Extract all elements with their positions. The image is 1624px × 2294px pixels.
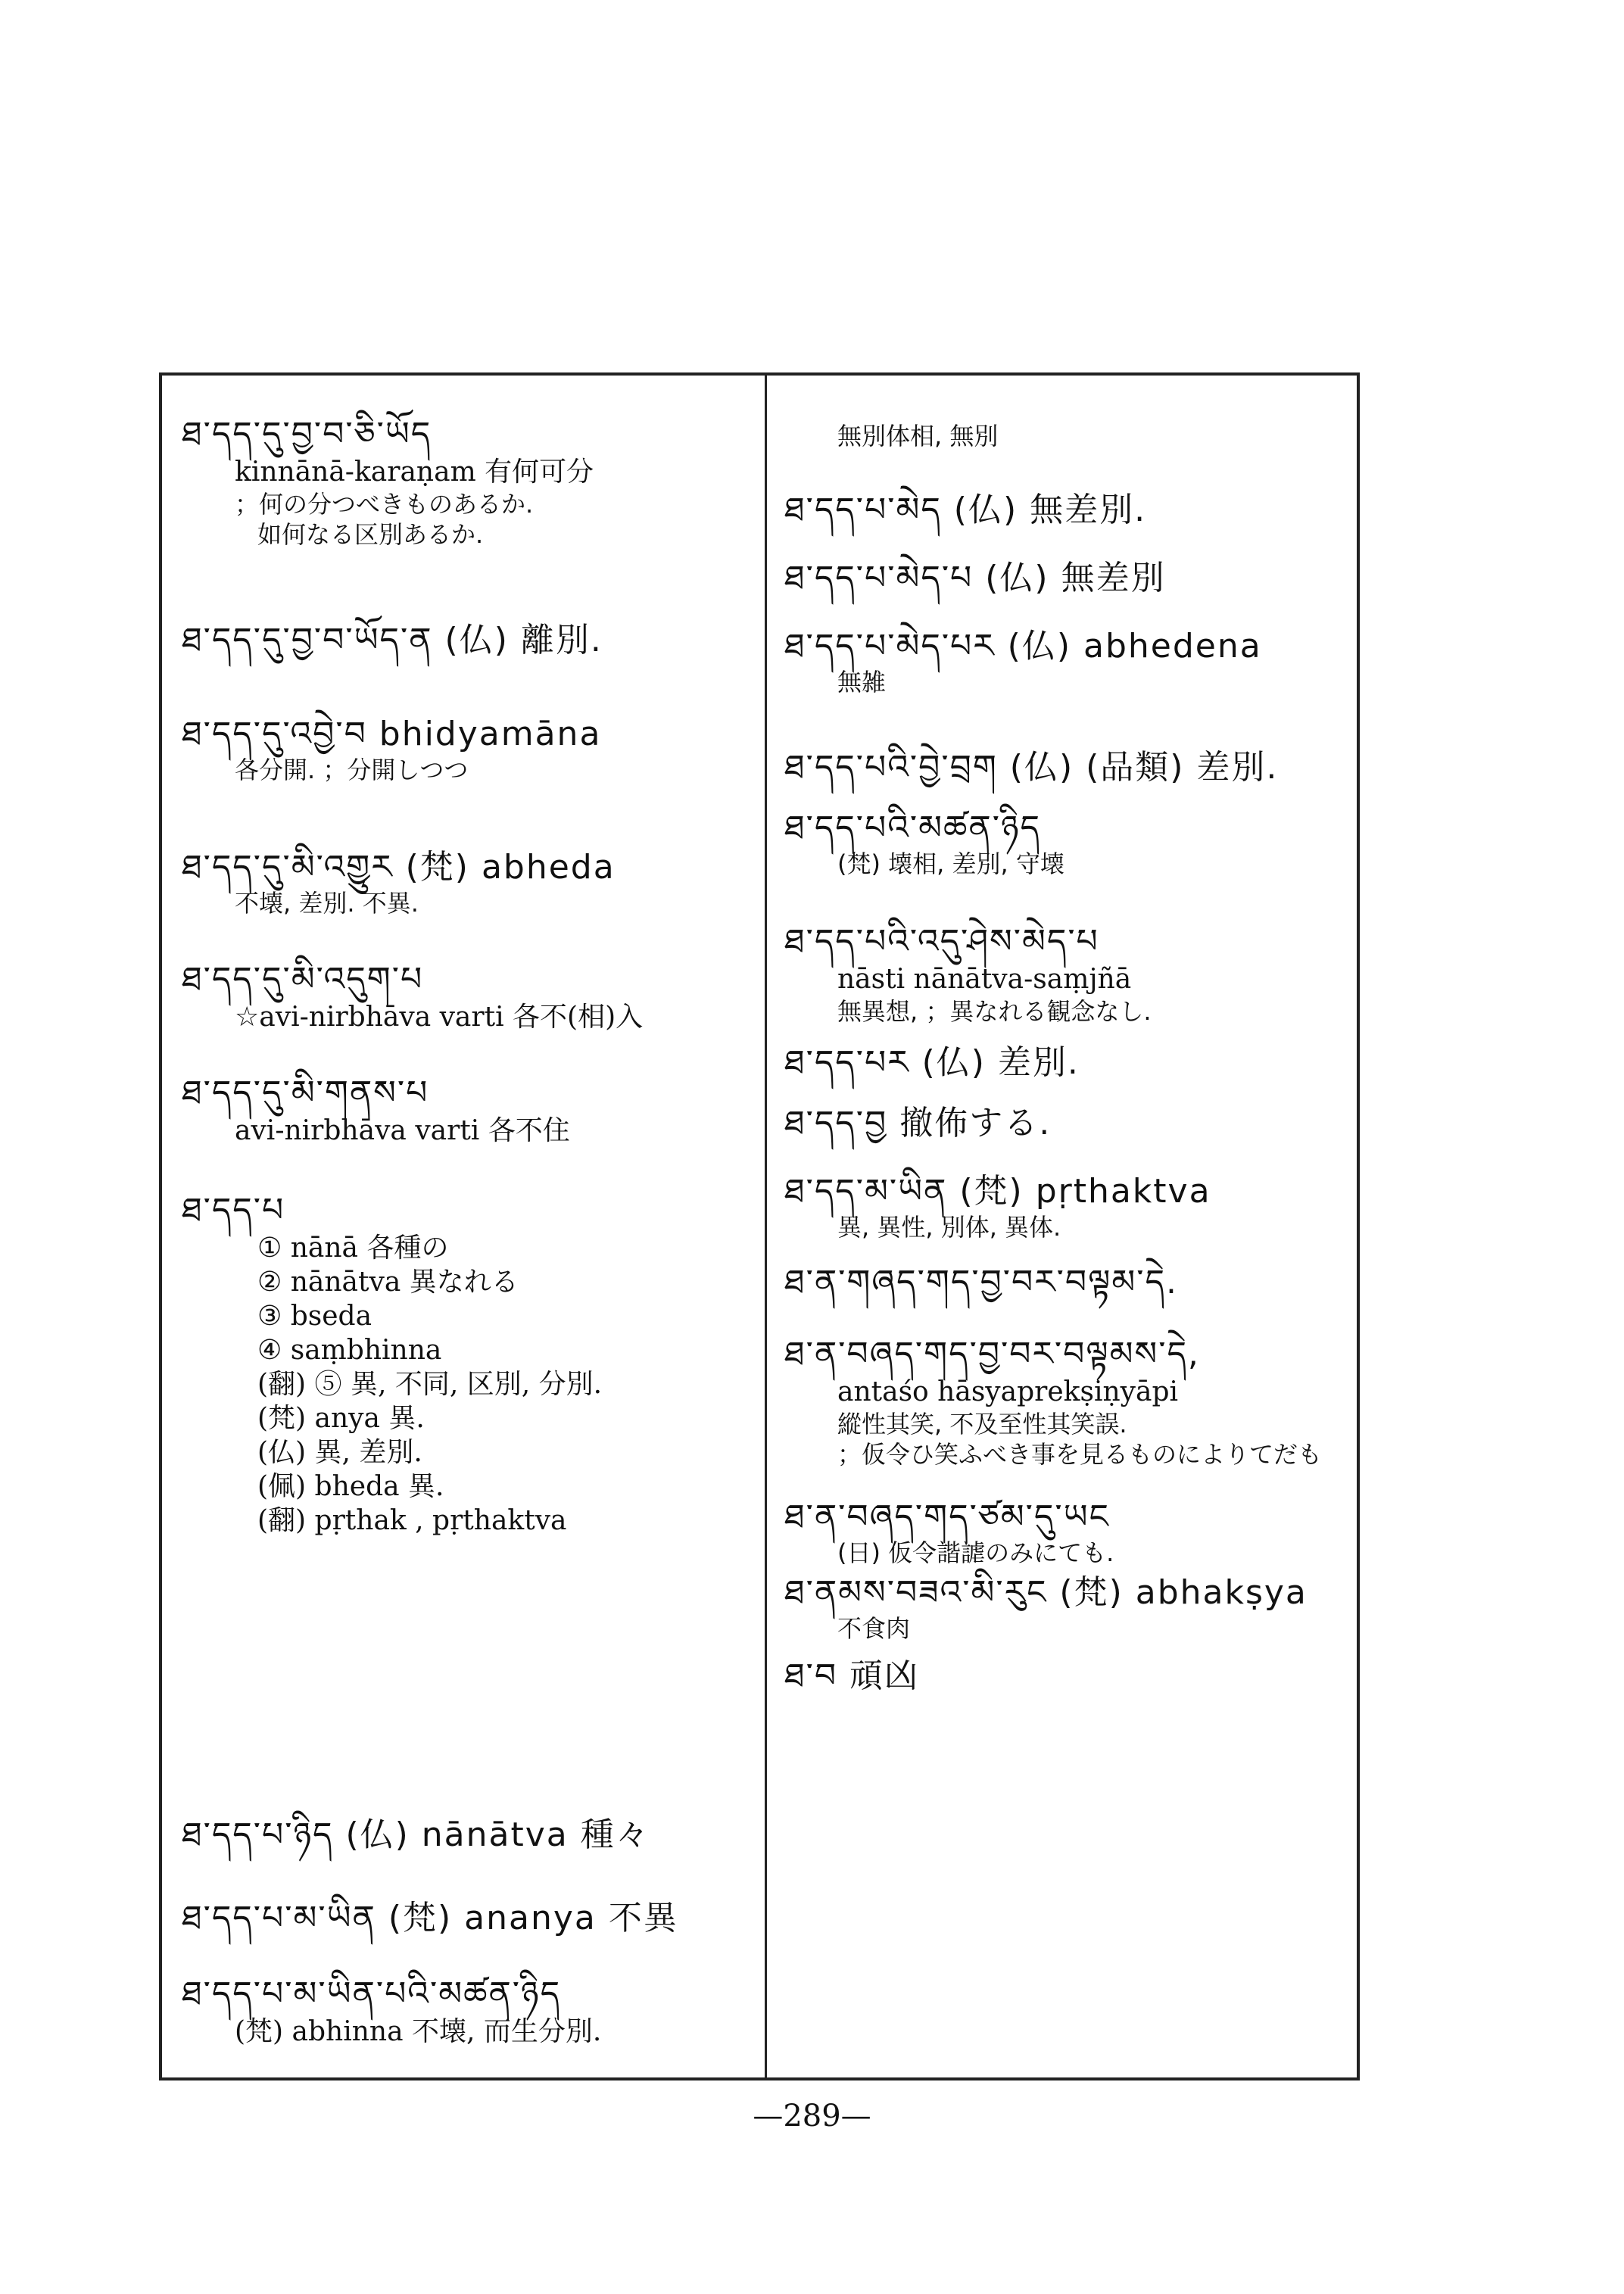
entry-headword: ཐ་དད་པ bbox=[182, 1191, 285, 1230]
entry-headword: ཐ་དད་དུ་མི་འདུག་པ bbox=[182, 960, 424, 999]
dictionary-entry bbox=[784, 1042, 1360, 1083]
entry-headword: ཐ་དད་པའི་བྱེ་བྲག (仏) (品類) 差別. bbox=[784, 748, 1279, 787]
entry-gloss: antaśo hāsyaprekṣiṇyāpi bbox=[837, 1376, 1178, 1407]
dictionary-entry bbox=[784, 746, 1360, 788]
dictionary-entry bbox=[182, 1973, 757, 2049]
dictionary-entry bbox=[784, 1496, 1360, 1568]
entry-headword: ཐ་དད་པ་མ་ཡིན (梵) ananya 不異 bbox=[182, 1899, 678, 1937]
entry-gloss: 縱性其笑, 不及至性其笑誤. bbox=[837, 1410, 1127, 1438]
entry-headword: ཐ་དད་དུ་མི་འགྱུར (梵) abheda bbox=[182, 848, 616, 887]
dictionary-entry bbox=[784, 1261, 1360, 1303]
dictionary-entry bbox=[784, 625, 1360, 697]
dictionary-entry bbox=[182, 958, 757, 1034]
entry-headword: ཐ་བ 頑凶 bbox=[784, 1657, 920, 1695]
dictionary-entry bbox=[182, 1072, 757, 1148]
dictionary-entry bbox=[784, 489, 1360, 531]
entry-headword: ཐ་དད་དུ་མི་གནས་པ bbox=[182, 1074, 429, 1112]
entry-headword: ཐ་དད་དུ་འབྱེ་བ bhidyamāna bbox=[182, 715, 602, 753]
dictionary-entry bbox=[182, 1814, 757, 1856]
entry-headword: ཐ་དད་དུ་བྱ་བ་ཡོད་ན (仏) 離別. bbox=[182, 621, 603, 659]
dictionary-entry bbox=[784, 1170, 1360, 1242]
entry-headword: ཐ་དད་པའི་མཚན་ཉིད bbox=[784, 809, 1041, 847]
entry-gloss: ④ saṃbhinna bbox=[257, 1335, 442, 1366]
entry-headword: ཐ་ན་བཞད་གད་བྱ་བར་བལྟམས་དེ, bbox=[784, 1335, 1200, 1373]
entry-gloss: 不食肉 bbox=[837, 1614, 911, 1643]
entry-gloss: ③ bseda bbox=[257, 1301, 372, 1332]
dictionary-entry bbox=[784, 557, 1360, 599]
entry-gloss: 無雑 bbox=[837, 668, 887, 697]
entry-gloss: ① nānā 各種の bbox=[257, 1233, 449, 1264]
entry-gloss: nāsti nānātva-saṃjñā bbox=[837, 964, 1132, 995]
entry-gloss: (翻) pṛthak , pṛthaktva bbox=[257, 1505, 567, 1536]
entry-gloss: ② nānātva 異なれる bbox=[257, 1267, 519, 1298]
dictionary-entry bbox=[784, 1572, 1360, 1644]
dictionary-entry bbox=[182, 619, 757, 661]
entry-gloss: kinnānā-karaṇam 有何可分 bbox=[235, 457, 594, 488]
dictionary-entry bbox=[784, 1333, 1360, 1470]
entry-gloss: ；仮令ひ笑ふべき事を見るものによりてだも bbox=[837, 1440, 1323, 1469]
dictionary-entry bbox=[784, 807, 1360, 879]
entry-gloss: avi-nirbhāva varti 各不住 bbox=[235, 1115, 570, 1146]
entry-headword: ཐ་དད་པ་ཉིད (仏) nānātva 種々 bbox=[182, 1816, 650, 1854]
entry-headword: ཐ་དད་པ་མེད་པར (仏) abhedena bbox=[784, 627, 1262, 665]
dictionary-entry bbox=[182, 413, 757, 550]
entry-headword: ཐ་དད་པ་མེད་པ (仏) 無差別 bbox=[784, 559, 1166, 597]
entry-headword: 無別体相, 無別 bbox=[837, 422, 999, 450]
entry-gloss: (翻) ⑤ 異, 不同, 区別, 分別. bbox=[257, 1369, 603, 1400]
dictionary-entry bbox=[182, 713, 757, 785]
dictionary-frame bbox=[159, 372, 1360, 2080]
entry-gloss: 異, 異性, 別体, 異体. bbox=[837, 1213, 1061, 1242]
entry-gloss: 如何なる区別あるか. bbox=[257, 520, 484, 549]
entry-gloss: ；何の分つべきものあるか. bbox=[235, 490, 534, 519]
dictionary-entry bbox=[182, 1897, 757, 1939]
entry-gloss: (梵) anya 異. bbox=[257, 1403, 425, 1434]
dictionary-entry bbox=[784, 421, 1360, 451]
entry-gloss: (梵) 壊相, 差別, 守壊 bbox=[837, 849, 1064, 878]
entry-headword: ཐ་དད་པ་མེད (仏) 無差別. bbox=[784, 491, 1147, 529]
entry-headword: ཐ་དད་པ་མ་ཡིན་པའི་མཚན་ཉིད bbox=[182, 1975, 562, 2013]
entry-headword: ཐ་དད་དུ་བྱ་བ་ཅི་ཡོད bbox=[182, 415, 432, 454]
entry-headword: ཐ་དད་མ་ཡིན (梵) pṛthaktva bbox=[784, 1172, 1211, 1211]
dictionary-entry bbox=[182, 846, 757, 918]
dictionary-entry bbox=[784, 1655, 1360, 1697]
entry-gloss: 無異想, ；異なれる観念なし. bbox=[837, 997, 1152, 1026]
entry-gloss: 各分開. ；分開しつつ bbox=[235, 756, 469, 784]
entry-gloss: (佩) bheda 異. bbox=[257, 1471, 444, 1502]
dictionary-entry bbox=[182, 1189, 757, 1538]
entry-headword: ཐ་དད་པར (仏) 差別. bbox=[784, 1043, 1080, 1082]
entry-gloss: ☆avi-nirbhāva varti 各不(相)入 bbox=[235, 1002, 644, 1033]
page-number: —289— bbox=[753, 2099, 871, 2133]
entry-gloss: (日) 仮令諧謔のみにても. bbox=[837, 1538, 1114, 1567]
dictionary-entry bbox=[784, 1102, 1360, 1144]
entry-gloss: (梵) abhinna 不壊, 而生分別. bbox=[235, 2016, 602, 2047]
entry-gloss: 不壊, 差別. 不異. bbox=[235, 889, 419, 918]
column-divider bbox=[765, 376, 767, 2077]
entry-gloss: (仏) 異, 差別. bbox=[257, 1437, 422, 1468]
dictionary-entry bbox=[784, 921, 1360, 1027]
entry-headword: ཐ་ན་བཞད་གད་ཙམ་དུ་ཡང bbox=[784, 1498, 1110, 1536]
entry-headword: ཐ་ན་གཞད་གད་བྱ་བར་བལྟམ་དེ. bbox=[784, 1263, 1178, 1301]
entry-headword: ཐ་དད་བྱ 撤佈する. bbox=[784, 1104, 1052, 1142]
entry-headword: ཐ་དད་པའི་འདུ་ཤེས་མེད་པ bbox=[784, 922, 1099, 961]
entry-headword: ཐ་ནམས་བཟའ་མི་རུང (梵) abhakṣya bbox=[784, 1573, 1308, 1612]
